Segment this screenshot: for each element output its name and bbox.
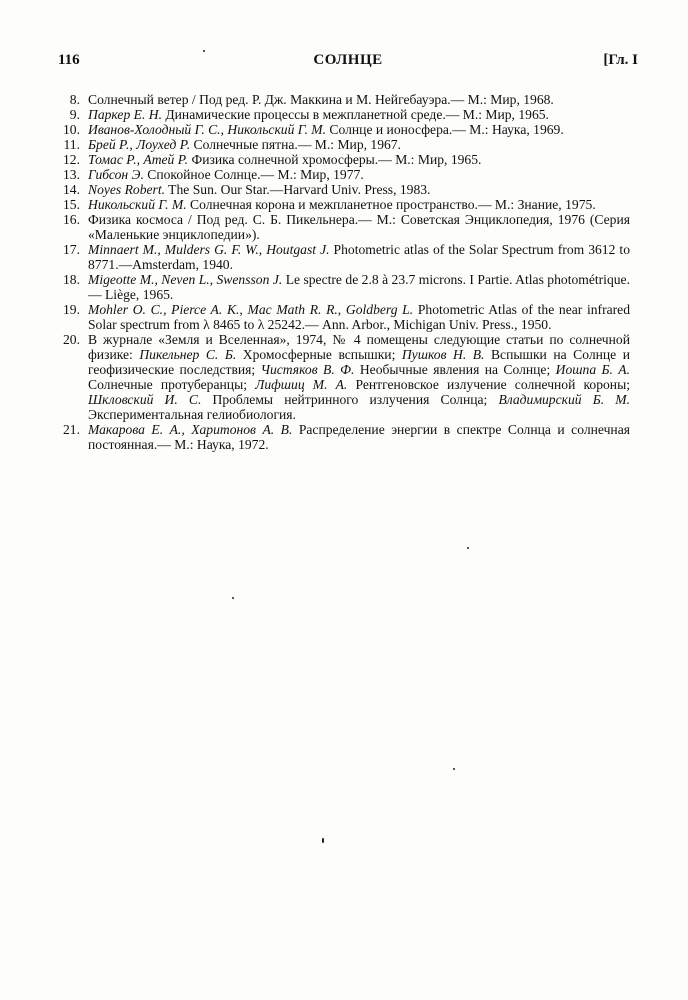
reference-number: 9. [69, 107, 80, 122]
reference-text: Спокойное Солнце.— М.: Мир, 1977. [143, 167, 364, 182]
reference-item [58, 212, 630, 242]
scan-speck [467, 547, 469, 549]
reference-text: Экспериментальная гелиобиология. [88, 407, 296, 422]
reference-author: Иванов-Холодный Г. С., Никольский Г. М. [88, 122, 327, 137]
reference-text: Необычные явления на Солнце; [354, 362, 556, 377]
reference-item [58, 197, 630, 212]
reference-author: Лифшиц М. А. [255, 377, 348, 392]
reference-item [58, 332, 630, 422]
reference-text: Вспышки на Солнце и геофизические последствия; [88, 347, 630, 377]
reference-author: Noyes Robert. [88, 182, 166, 197]
reference-text: Photometric atlas of the Solar Spectrum from 3612 to 8771.—Amsterdam, 1940. [88, 242, 630, 272]
scan-speck [453, 768, 455, 770]
reference-number: 17. [63, 242, 80, 257]
reference-text: The Sun. Our Star.—Harvard Univ. Press, 1983. [165, 182, 431, 197]
reference-item [58, 107, 630, 122]
reference-text: Солнце и ионосфера.— М.: Наука, 1969. [326, 122, 564, 137]
reference-item [58, 242, 630, 272]
reference-text: Солнечный ветер / Под ред. Р. Дж. Маккина и М. Нейгебауэра.— М.: Мир, 1968. [88, 92, 554, 107]
reference-item [58, 122, 630, 137]
reference-text: Физика космоса / Под ред. С. Б. Пикельнера.— М.: Советская Энциклопедия, 1976 (Серия «Маленькие энциклопедии»). [88, 212, 630, 242]
reference-text: Солнечные пятна.— М.: Мир, 1967. [190, 137, 402, 152]
reference-number: 18. [63, 272, 80, 287]
reference-author: Чистяков В. Ф. [260, 362, 355, 377]
reference-text: Физика солнечной хромосферы.— М.: Мир, 1965. [188, 152, 482, 167]
reference-text: Le spectre de 2.8 à 23.7 microns. I Partie. Atlas photométrique.— Liège, 1965. [88, 272, 630, 302]
reference-author: Migeotte M., Neven L., Swensson J. [88, 272, 283, 287]
reference-author: Гибсон Э. [88, 167, 144, 182]
reference-text: Динамические процессы в межпланетной среде.— М.: Мир, 1965. [161, 107, 549, 122]
reference-text: Хромосферные вспышки; [236, 347, 402, 362]
running-title: СОЛНЦЕ [313, 52, 383, 68]
reference-number: 13. [63, 167, 80, 182]
reference-number: 10. [63, 122, 80, 137]
reference-text: Солнечные протуберанцы; [88, 377, 256, 392]
reference-item [58, 182, 630, 197]
reference-author: Minnaert M., Mulders G. F. W., Houtgast J. [88, 242, 330, 257]
reference-author: Никольский Г. М. [88, 197, 187, 212]
reference-number: 14. [63, 182, 80, 197]
reference-text: В журнале «Земля и Вселенная», 1974, № 4 помещены следующие статьи по солнечной физике: [88, 332, 630, 362]
reference-text: Photometric Atlas of the near infrared Solar spectrum from λ 8465 to λ 25242.— Ann. Arbor., Michigan Univ. Press., 1950. [88, 302, 631, 332]
reference-author: Иошпа Б. А. [555, 362, 631, 377]
reference-text: Проблемы нейтринного излучения Солнца; [201, 392, 499, 407]
reference-number: 19. [63, 302, 80, 317]
reference-author: Владимирский Б. М. [498, 392, 631, 407]
reference-author: Шкловский И. С. [88, 392, 202, 407]
reference-number: 12. [63, 152, 80, 167]
reference-author: Паркер Е. Н. [88, 107, 162, 122]
reference-list [58, 92, 630, 452]
reference-item [58, 152, 630, 167]
reference-item [58, 92, 630, 107]
reference-item [58, 167, 630, 182]
reference-number: 11. [63, 137, 80, 152]
reference-text: Рентгеновское излучение солнечной короны; [347, 377, 630, 392]
reference-text: Распределение энергии в спектре Солнца и солнечная постоянная.— М.: Наука, 1972. [88, 422, 630, 452]
reference-text: Солнечная корона и межпланетное пространство.— М.: Знание, 1975. [186, 197, 596, 212]
chapter-marker: [Гл. I [603, 52, 638, 68]
reference-author: Пикельнер С. Б. [139, 347, 237, 362]
reference-author: Брей Р., Лоухед Р. [88, 137, 191, 152]
reference-number: 15. [63, 197, 80, 212]
reference-number: 20. [63, 332, 80, 347]
reference-number: 8. [69, 92, 80, 107]
reference-item [58, 302, 630, 332]
scan-speck [203, 50, 205, 52]
reference-author: Пушков Н. В. [401, 347, 485, 362]
reference-item [58, 137, 630, 152]
reference-number: 21. [63, 422, 80, 437]
reference-author: Mohler O. C., Pierce A. K., Mac Math R. R., Goldberg L. [88, 302, 414, 317]
scan-speck [322, 838, 324, 843]
reference-author: Томас Р., Атей Р. [88, 152, 189, 167]
reference-author: Макарова Е. А., Харитонов А. В. [88, 422, 293, 437]
reference-item [58, 422, 630, 452]
scan-speck [232, 597, 234, 599]
reference-number: 16. [63, 212, 80, 227]
page-header [58, 52, 638, 72]
page-number: 116 [58, 52, 80, 68]
reference-item [58, 272, 630, 302]
